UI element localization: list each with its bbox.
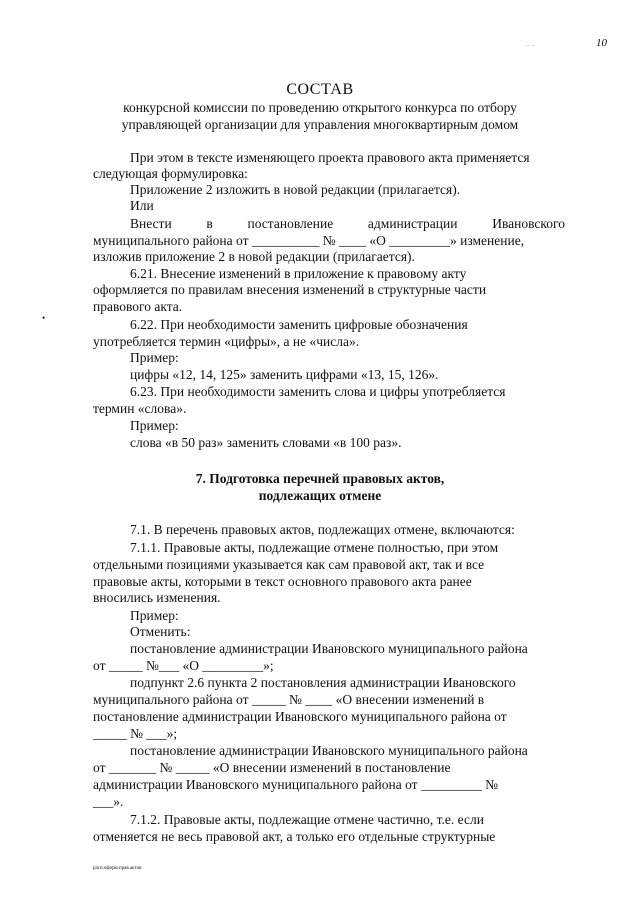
text-line: от _______ № _____ «О внесении изменений в постановление — [93, 760, 451, 775]
text-line: 6.21. Внесение изменений в приложение к правовому акту — [130, 266, 467, 281]
text-line: Приложение 2 изложить в новой редакции (прилагается). — [130, 182, 461, 197]
text-line: термин «слова». — [93, 401, 187, 416]
text-line: изложив приложение 2 в новой редакции (прилагается). — [93, 249, 415, 264]
text-line: ___». — [93, 794, 124, 809]
text-line: Пример: — [130, 418, 179, 433]
text-line: Пример: — [130, 350, 179, 365]
text-line: отдельными позициями указывается как сам правовой акт, так и все — [93, 557, 485, 572]
text-line: При этом в тексте изменяющего проекта правового акта применяется — [130, 150, 530, 165]
text-line: Отменить: — [130, 624, 191, 639]
text-line: 7.1. В перечень правовых актов, подлежащих отмене, включаются: — [130, 522, 515, 537]
text-line: 7.1.1. Правовые акты, подлежащие отмене полностью, при этом — [130, 540, 499, 555]
text-line-justified: Внести в постановление администрации Ивановского — [130, 216, 565, 231]
text-line: 6.22. При необходимости заменить цифровые обозначения — [130, 317, 468, 332]
text-line: от _____ №___ «О _________»; — [93, 658, 274, 673]
section-heading: подлежащих отмене — [258, 488, 382, 503]
text-line: цифры «12, 14, 125» заменить цифрами «13, 15, 126». — [130, 367, 439, 382]
text-line: постановление администрации Ивановского муниципального района от — [93, 709, 507, 724]
text-line: употребляется термин «цифры», а не «числа». — [93, 334, 360, 349]
text-line: 7.1.2. Правовые акты, подлежащие отмене частично, т.е. если — [130, 812, 484, 827]
text-line: постановление администрации Ивановского муниципального района — [130, 743, 528, 758]
text-line: правового акта. — [93, 299, 183, 314]
text-line: оформляется по правилам внесения изменений в структурные части — [93, 282, 487, 297]
text-line: следующая формулировка: — [93, 166, 248, 181]
section-heading: 7. Подготовка перечней правовых актов, — [195, 471, 445, 486]
text-line: 6.23. При необходимости заменить слова и цифры употребляется — [130, 384, 506, 399]
text-line: _____ № ___»; — [93, 726, 178, 741]
text-line: подпункт 2.6 пункта 2 постановления администрации Ивановского — [130, 675, 516, 690]
text-line: постановление администрации Ивановского муниципального района — [130, 641, 528, 656]
margin-mark: • — [42, 313, 46, 323]
text-line: вносились изменения. — [93, 590, 221, 605]
document-title: СОСТАВ — [286, 81, 354, 98]
subtitle-line: конкурсной комиссии по проведению открытого конкурса по отбору — [123, 100, 517, 115]
text-line: слова «в 50 раз» заменить словами «в 100 раз». — [130, 435, 402, 450]
text-line: правовые акты, которыми в текст основного правового акта ранее — [93, 574, 472, 589]
footer-file-label: расп.оформ.прав.актов — [93, 866, 142, 871]
corner-marks: .. .. — [526, 40, 535, 48]
text-line: муниципального района от _____ № ____ «О внесении изменений в — [93, 692, 485, 707]
text-line: муниципального района от __________ № ____ «О _________» изменение, — [93, 233, 525, 248]
text-line: отменяется не весь правовой акт, а только его отдельные структурные — [93, 829, 496, 844]
text-line: администрации Ивановского муниципального района от _________ № — [93, 777, 498, 792]
subtitle-line: управляющей организации для управления многоквартирным домом — [121, 117, 519, 132]
text-line: Или — [130, 198, 154, 213]
page-number: 10 — [596, 37, 607, 49]
text-line: Пример: — [130, 608, 179, 623]
